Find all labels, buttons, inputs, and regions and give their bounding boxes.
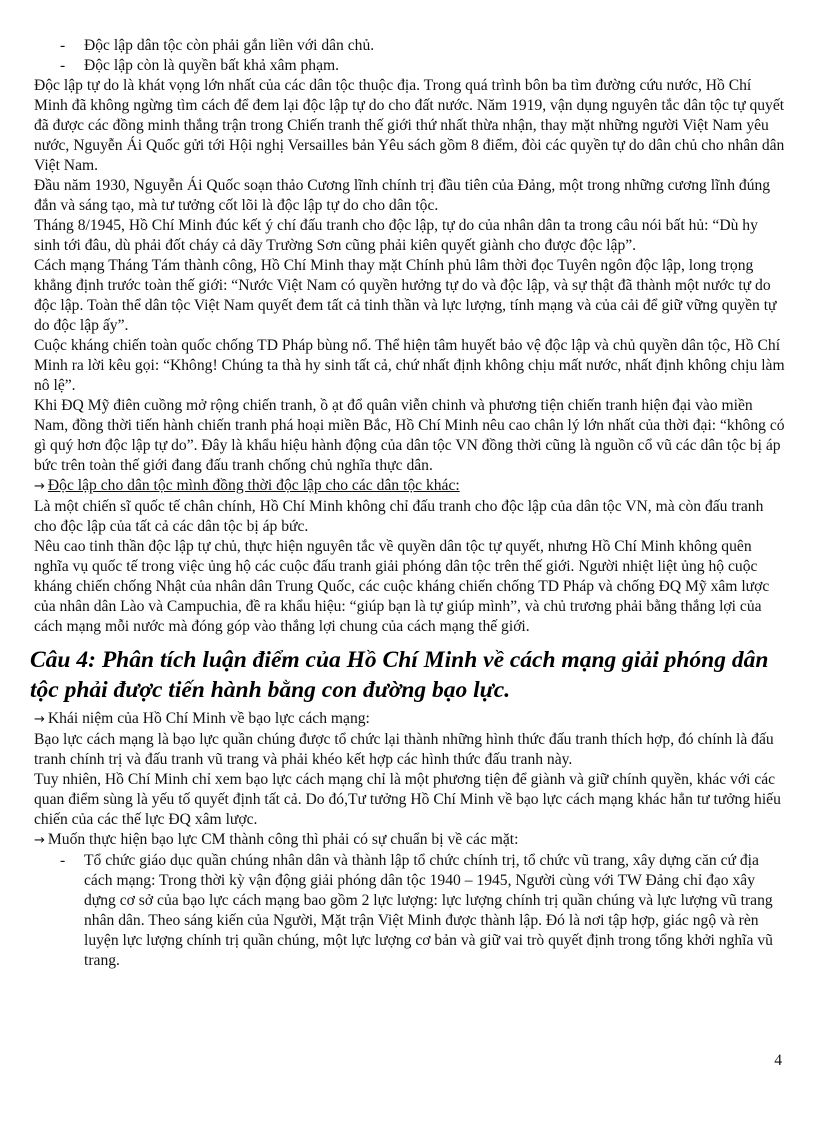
document-page bbox=[30, 36, 786, 971]
paragraph: Cách mạng Tháng Tám thành công, Hồ Chí Minh thay mặt Chính phủ lâm thời đọc Tuyên ngôn độc lập, long trọng khẳng định trước toàn thế giới: “Nước Việt Nam có quyền hưởng tự do và độc lập, và sự thật đã thành một nước tự do độc lập. Toàn thể dân tộc Việt Nam quyết đem tất cả tinh thần và lực lượng, tính mạng và của cải để giữ vững quyền tự do độc lập ấy”. bbox=[34, 257, 777, 334]
page-number: 4 bbox=[774, 1052, 782, 1069]
paragraph: Khi ĐQ Mỹ điên cuồng mở rộng chiến tranh, ồ ạt đổ quân viễn chinh và phương tiện chiến tranh hiện đại vào miền Nam, đồng thời tiến hành chiến tranh phá hoại miền Bắc, Hồ Chí Minh nêu cao chân lý lớn nhất của thời đại: “không có gì quý hơn độc lập tự do”. Đây là khẩu hiệu hành động của dân tộc VN đồng thời cũng là nguồn cổ vũ các dân tộc bị áp bức trên toàn thế giới đang đấu tranh chống chủ nghĩa thực dân. bbox=[34, 397, 785, 474]
paragraph: Tháng 8/1945, Hồ Chí Minh đúc kết ý chí đấu tranh cho độc lập, tự do của nhân dân ta trong câu nói bất hủ: “Dù hy sinh tới đâu, dù phải đốt cháy cả dãy Trường Sơn cũng phải kiên quyết giành cho được độc lập”. bbox=[34, 217, 758, 254]
subheading-text: Muốn thực hiện bạo lực CM thành công thì phải có sự chuẩn bị về các mặt: bbox=[47, 831, 519, 848]
subheading-text: Độc lập cho dân tộc mình đồng thời độc lập cho các dân tộc khác: bbox=[47, 477, 460, 494]
subheading-preparation bbox=[30, 830, 786, 851]
arrow-right-icon: → bbox=[34, 833, 45, 848]
paragraph: Nêu cao tinh thần độc lập tự chủ, thực hiện nguyên tắc về quyền dân tộc tự quyết, nhưng Hồ Chí Minh không quên nghĩa vụ quốc tế trong việc ủng hộ các cuộc đấu tranh giải phóng dân tộc trên thế giới. Người nhiệt liệt ủng hộ cuộc kháng chiến chống Nhật của nhân dân Trung Quốc, các cuộc kháng chiến chống TD Pháp và chống ĐQ Mỹ xâm lược của nhân dân Lào và Campuchia, đề ra khẩu hiệu: “giúp bạn là tự giúp mình”, và chủ trương phải bằng thắng lợi của cách mạng mỗi nước mà đóng góp vào thắng lợi chung của cách mạng thế giới. bbox=[34, 538, 770, 635]
list-item: - Độc lập còn là quyền bất khả xâm phạm. bbox=[30, 56, 786, 76]
paragraph: Bạo lực cách mạng là bạo lực quần chúng được tổ chức lại thành những hình thức đấu tranh thích hợp, đó chính là đấu tranh chính trị và đấu tranh vũ trang và phải khéo kết hợp các hình thức đấu tranh này. bbox=[34, 731, 774, 768]
final-bullet-list bbox=[30, 851, 786, 971]
subheading-independence-all-nations bbox=[30, 476, 786, 497]
paragraph: Đầu năm 1930, Nguyễn Ái Quốc soạn thảo Cương lĩnh chính trị đầu tiên của Đảng, một trong những cương lĩnh đúng đắn và sáng tạo, mà tư tưởng cốt lõi là độc lập tự do cho dân tộc. bbox=[34, 177, 771, 214]
subheading-text: Khái niệm của Hồ Chí Minh về bạo lực cách mạng: bbox=[47, 710, 370, 727]
list-item: - Độc lập dân tộc còn phải gắn liền với dân chủ. bbox=[30, 36, 786, 56]
section-heading: Câu 4: Phân tích luận điểm của Hồ Chí Minh về cách mạng giải phóng dân tộc phải được tiến hành bằng con đường bạo lực. bbox=[30, 647, 769, 703]
subheading-revolutionary-violence bbox=[30, 709, 786, 730]
paragraph: Cuộc kháng chiến toàn quốc chống TD Pháp bùng nổ. Thể hiện tâm huyết bảo vệ độc lập và chủ quyền dân tộc, Hồ Chí Minh ra lời kêu gọi: “Không! Chúng ta thà hy sinh tất cả, chứ nhất định không chịu mất nước, nhất định không chịu làm nô lệ”. bbox=[34, 337, 785, 394]
paragraph: Là một chiến sĩ quốc tế chân chính, Hồ Chí Minh không chỉ đấu tranh cho độc lập của dân tộc VN, mà còn đấu tranh cho độc lập của tất cả các dân tộc bị áp bức. bbox=[34, 498, 764, 535]
list-item: - Tổ chức giáo dục quần chúng nhân dân và thành lập tổ chức chính trị, tổ chức vũ trang, xây dựng căn cứ địa cách mạng: Trong thời kỳ vận động giải phóng dân tộc 1940 – 1945, Người cùng với TW Đảng chỉ đạo xây dựng cơ sở của bạo lực cách mạng bao gồm 2 lực lượng: lực lượng chính trị quần chúng và lực lượng vũ trang nhân dân. Theo sáng kiến của Người, Mặt trận Việt Minh được thành lập. Đó là nơi tập hợp, giác ngộ và rèn luyện lực lượng chính trị quần chúng, một lực lượng cơ bản và giữ vai trò quyết định trong tổng khởi nghĩa vũ trang. bbox=[30, 851, 786, 971]
arrow-right-icon: → bbox=[34, 479, 45, 494]
paragraph: Độc lập tự do là khát vọng lớn nhất của các dân tộc thuộc địa. Trong quá trình bôn ba tìm đường cứu nước, Hồ Chí Minh đã không ngừng tìm cách để đem lại độc lập tự do cho đất nước. Năm 1919, vận dụng nguyên tắc dân tộc tự quyết đã được các đồng minh thắng trận trong Chiến tranh thế giới thứ nhất thừa nhận, thay mặt những người Việt Nam yêu nước, Nguyễn Ái Quốc gửi tới Hội nghị Versailles bản Yêu sách gồm 8 điểm, đòi các quyền tự do dân chủ cho nhân dân Việt Nam. bbox=[34, 77, 785, 174]
arrow-right-icon: → bbox=[34, 712, 45, 727]
paragraph: Tuy nhiên, Hồ Chí Minh chỉ xem bạo lực cách mạng chỉ là một phương tiện để giành và giữ chính quyền, khác với các quan điểm sùng là yếu tố quyết định tất cả. Do đó,Tư tưởng Hồ Chí Minh về bạo lực cách mạng khác hẳn tư tưởng hiếu chiến của các thế lực ĐQ xâm lược. bbox=[34, 771, 781, 828]
intro-bullet-list bbox=[30, 36, 786, 76]
